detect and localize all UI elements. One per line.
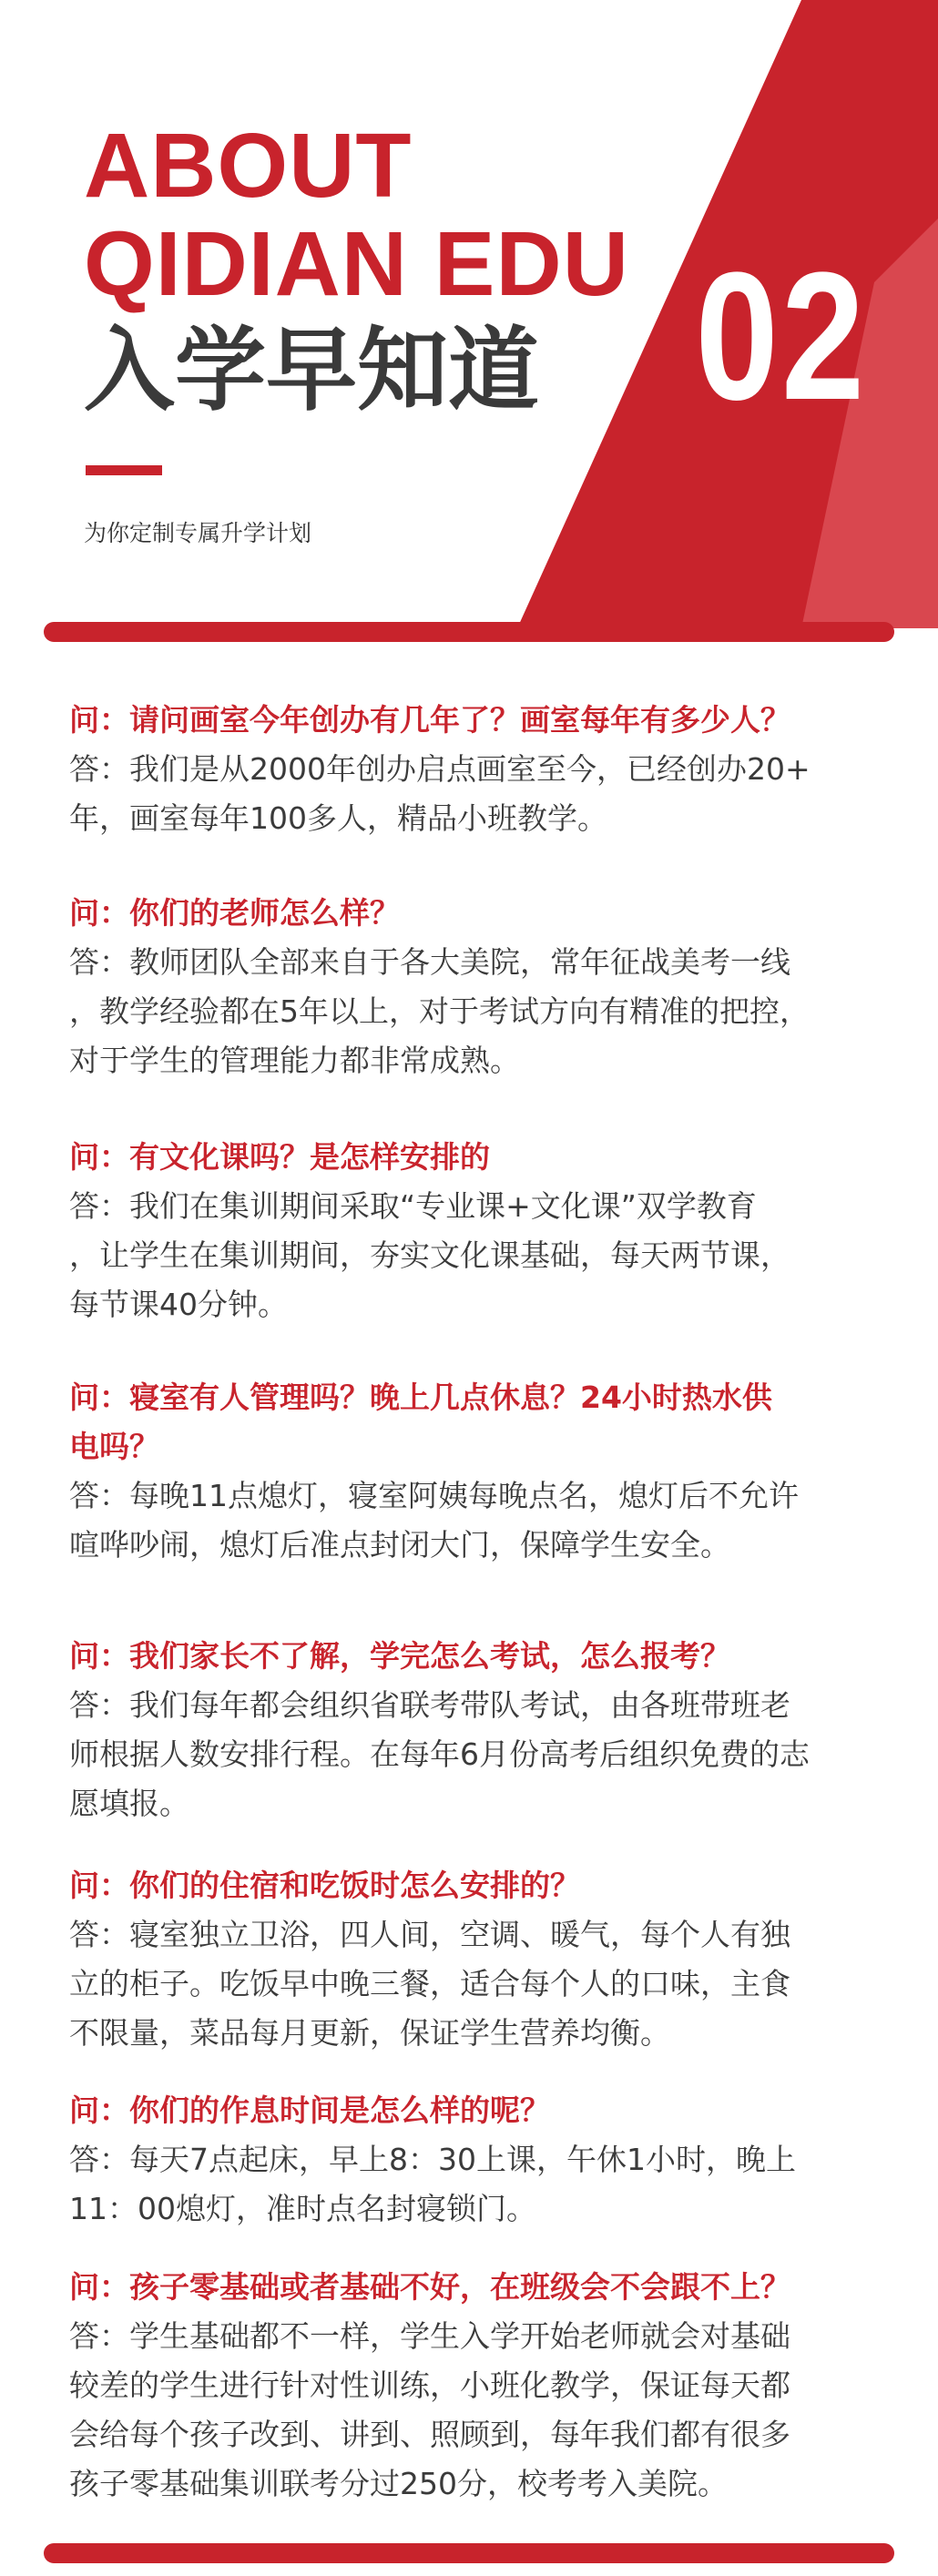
question: 问：你们的作息时间是怎么样的呢？ [69, 2092, 550, 2128]
bottom-divider-bar [44, 2543, 894, 2563]
answer: 师根据人数安排行程。在每年6月份高考后组织免费的志 [69, 1736, 810, 1772]
qa-item [69, 1861, 889, 2058]
answer: 答：学生基础都不一样，学生入学开始老师就会对基础 [69, 2318, 790, 2354]
subtitle: 为你定制专属升学计划 [84, 520, 312, 546]
header [0, 0, 938, 656]
title-underline [86, 465, 162, 475]
qa-item [69, 1632, 889, 1828]
question: 问：我们家长不了解，学完怎么考试，怎么报考？ [69, 1638, 730, 1674]
badge-number: 02 [695, 235, 868, 438]
answer: 立的柜子。吃饭早中晚三餐，适合每个人的口味，主食 [69, 1966, 790, 2001]
answer: 答：每天7点起床，早上8：30上课，午休1小时，晚上 [69, 2142, 796, 2177]
answer: 答：寝室独立卫浴，四人间，空调、暖气，每个人有独 [69, 1917, 790, 1952]
answer: 孩子零基础集训联考分过250分，校考考入美院。 [69, 2466, 728, 2501]
answer: 答：教师团队全部来自于各大美院，常年征战美考一线 [69, 944, 790, 980]
qa-item [69, 2263, 889, 2509]
answer: 对于学生的管理能力都非常成熟。 [69, 1043, 520, 1078]
qa-item [69, 696, 889, 843]
answer: 较差的学生进行针对性训练，小班化教学，保证每天都 [69, 2367, 790, 2403]
answer: ，让学生在集训期间，夯实文化课基础，每天两节课， [69, 1237, 790, 1273]
answer: 11：00熄灯，准时点名封寝锁门。 [69, 2191, 536, 2226]
answer: 年，画室每年100多人，精品小班教学。 [69, 800, 607, 836]
title-line-2: QIDIAN EDU [84, 213, 629, 315]
answer: 答：我们是从2000年创办启点画室至今，已经创办20+ [69, 751, 811, 787]
question: 问：寝室有人管理吗？晚上几点休息？24小时热水供 [69, 1380, 772, 1415]
page-title: 入学早知道 [84, 317, 539, 423]
question: 问：有文化课吗？是怎样安排的 [69, 1139, 490, 1175]
answer: 答：每晚11点熄灯，寝室阿姨每晚点名，熄灯后不允许 [69, 1478, 799, 1513]
answer: 答：我们每年都会组织省联考带队考试，由各班带班老 [69, 1687, 790, 1723]
qa-item [69, 889, 889, 1085]
answer: 不限量，菜品每月更新，保证学生营养均衡。 [69, 2015, 670, 2051]
qa-item [69, 1373, 889, 1570]
question: 问：孩子零基础或者基础不好，在班级会不会跟不上？ [69, 2269, 790, 2305]
top-divider-bar [44, 622, 894, 642]
qa-item [69, 2086, 889, 2234]
question: 电吗？ [69, 1429, 159, 1464]
answer: 每节课40分钟。 [69, 1287, 288, 1322]
question: 问：你们的住宿和吃饭时怎么安排的？ [69, 1868, 580, 1903]
answer: 喧哗吵闹，熄灯后准点封闭大门，保障学生安全。 [69, 1527, 730, 1563]
answer: 愿填报。 [69, 1786, 189, 1821]
title-line-1: ABOUT [84, 115, 413, 217]
answer: 答：我们在集训期间采取“专业课+文化课”双学教育 [69, 1188, 757, 1224]
answer: 会给每个孩子改到、讲到、照顾到，每年我们都有很多 [69, 2417, 790, 2452]
qa-item [69, 1133, 889, 1329]
answer: ，教学经验都在5年以上，对于考试方向有精准的把控， [69, 993, 810, 1029]
question: 问：请问画室今年创办有几年了？画室每年有多少人？ [69, 702, 790, 738]
question: 问：你们的老师怎么样？ [69, 895, 400, 931]
